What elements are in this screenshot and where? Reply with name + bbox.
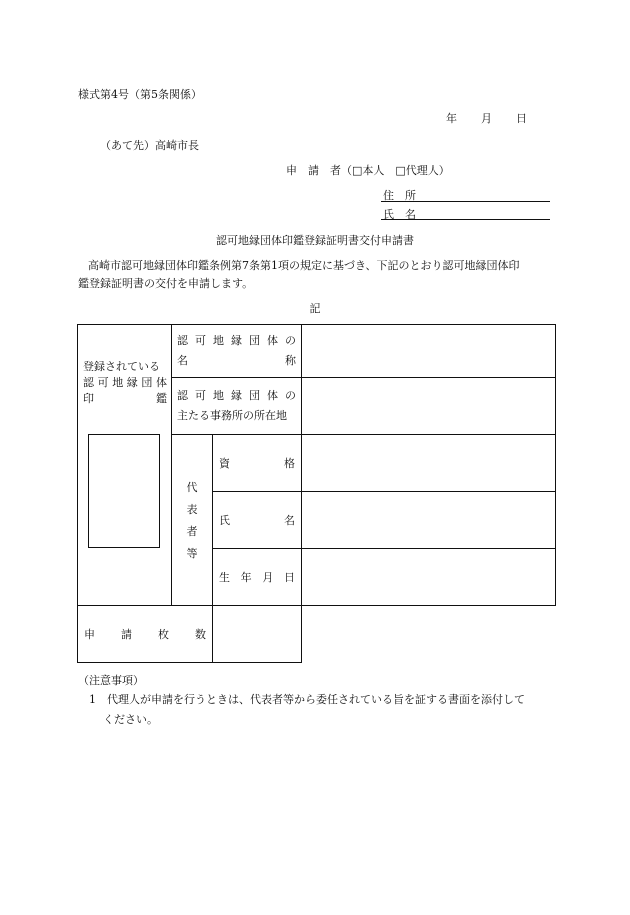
address-line[interactable] (381, 201, 550, 202)
notes-item-1-line-2: ください。 (103, 713, 158, 726)
birthdate-label-cell (213, 549, 302, 606)
date-day-label: 日 (516, 112, 527, 125)
office-label-cell (172, 378, 302, 435)
seal-label-line-1: 登録されている (83, 360, 160, 373)
document-title: 認可地縁団体印鑑登録証明書交付申請書 (216, 234, 414, 247)
seal-label-line-2: 認 可 地 縁 団 体 (83, 376, 167, 389)
copies-input-cell[interactable] (213, 606, 302, 663)
notes-heading: （注意事項） (78, 674, 144, 687)
rep-name-label: 氏 名 (219, 514, 295, 527)
qualification-label-cell (213, 435, 302, 492)
date-month-label: 月 (481, 112, 492, 125)
name-label: 氏 名 (383, 208, 416, 221)
copies-label-cell (78, 606, 213, 663)
group-name-label-cell (172, 325, 302, 378)
applicant-label: 申 請 者（□本人 □代理人） (286, 164, 450, 177)
group-name-input-cell[interactable] (302, 325, 556, 378)
date-year-label: 年 (446, 112, 457, 125)
birthdate-label: 生 年 月 日 (219, 571, 295, 584)
application-table (77, 324, 556, 663)
birthdate-input-cell[interactable] (302, 549, 556, 606)
office-line-1: 認 可 地 縁 団 体 の (177, 389, 296, 402)
group-name-line-2: 名 称 (177, 354, 296, 367)
group-name-line-1: 認 可 地 縁 団 体 の (177, 334, 296, 347)
body-line-2: 鑑登録証明書の交付を申請します。 (78, 277, 254, 290)
address-label: 住 所 (383, 189, 416, 202)
office-input-cell[interactable] (302, 378, 556, 435)
body-line-1: 高崎市認可地縁団体印鑑条例第7条第1項の規定に基づき、下記のとおり認可地縁団体印 (88, 259, 520, 272)
ki-mark: 記 (309, 302, 321, 315)
qualification-input-cell[interactable] (302, 435, 556, 492)
qualification-label: 資 格 (219, 457, 295, 470)
seal-cell (78, 325, 172, 606)
rep-name-label-cell (213, 492, 302, 549)
seal-impression-box[interactable] (88, 434, 160, 548)
form-number: 様式第4号（第5条関係） (78, 88, 202, 101)
representative-label-cell (172, 435, 213, 606)
addressee: （あて先）高崎市長 (100, 139, 199, 152)
notes-item-1-line-1: 1 代理人が申請を行うときは、代表者等から委任されている旨を証する書面を添付して (89, 693, 525, 706)
copies-label: 申 請 枚 数 (84, 628, 206, 641)
representative-label: 代 表 者 等 (186, 481, 198, 560)
office-line-2: 主たる事務所の所在地 (177, 409, 287, 422)
name-line[interactable] (381, 219, 550, 220)
seal-label-line-3: 印 鑑 (83, 392, 167, 405)
rep-name-input-cell[interactable] (302, 492, 556, 549)
